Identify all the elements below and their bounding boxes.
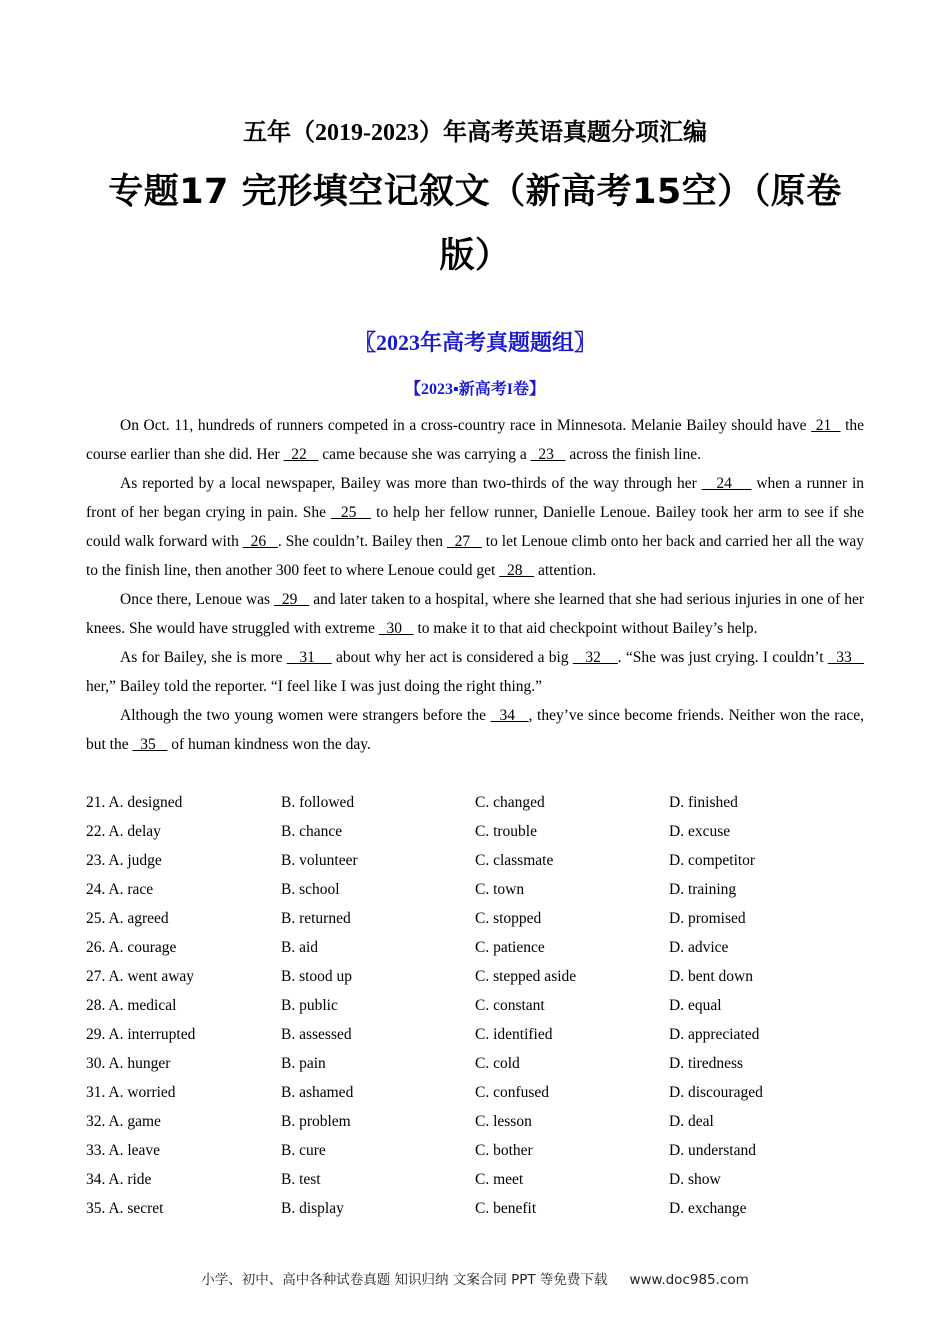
passage-text: As for Bailey, she is more: [120, 649, 287, 666]
option-choice[interactable]: 26. A. courage: [86, 939, 177, 956]
passage-paragraph: [86, 411, 864, 469]
passage-text: . She couldn’t. Bailey then: [277, 533, 447, 550]
passage-text: across the finish line.: [565, 446, 702, 463]
option-choice[interactable]: 21. A. designed: [86, 794, 183, 811]
option-row: [86, 1136, 864, 1165]
passage-text: to help her fellow runner, Danielle Lenoue. Bailey took her arm to see if she could walk forward with: [86, 504, 865, 550]
option-choice[interactable]: 28. A. medical: [86, 997, 177, 1014]
passage-text: the course earlier than she did. Her: [86, 417, 865, 463]
passage-text: came because she was carrying a: [318, 446, 531, 463]
footer-url: www.doc985.com: [629, 1272, 749, 1288]
option-choice[interactable]: 24. A. race: [86, 881, 154, 898]
answer-options: [86, 788, 864, 1223]
cloze-passage: [86, 411, 864, 759]
passage-paragraph: [86, 585, 864, 643]
option-choice[interactable]: C. benefit: [475, 1200, 537, 1217]
passage-text: and later taken to a hospital, where she learned that she had serious injuries in one of her knees. She would have struggled with extreme: [86, 591, 865, 637]
option-choice[interactable]: D. appreciated: [669, 1026, 760, 1043]
passage-paragraph: [86, 701, 864, 759]
option-choice[interactable]: D. exchange: [669, 1200, 747, 1217]
option-choice[interactable]: 33. A. leave: [86, 1142, 161, 1159]
option-choice[interactable]: D. equal: [669, 997, 722, 1014]
option-choice[interactable]: D. bent down: [669, 968, 753, 985]
option-choice[interactable]: 34. A. ride: [86, 1171, 152, 1188]
option-choice[interactable]: B. volunteer: [281, 852, 358, 869]
option-row: [86, 1020, 864, 1049]
option-choice[interactable]: C. identified: [475, 1026, 553, 1043]
option-row: [86, 933, 864, 962]
option-row: [86, 1165, 864, 1194]
option-choice[interactable]: C. bother: [475, 1142, 533, 1159]
option-row: [86, 904, 864, 933]
option-choice[interactable]: D. training: [669, 881, 737, 898]
blank-field[interactable]: 29: [274, 591, 310, 608]
option-choice[interactable]: C. confused: [475, 1084, 550, 1101]
exam-heading: 【2023▪新高考I卷】: [405, 381, 545, 398]
option-choice[interactable]: B. returned: [281, 910, 351, 927]
option-choice[interactable]: D. competitor: [669, 852, 756, 869]
option-choice[interactable]: D. show: [669, 1171, 721, 1188]
option-choice[interactable]: C. stopped: [475, 910, 542, 927]
blank-field[interactable]: 28: [499, 562, 535, 579]
blank-field[interactable]: 23: [530, 446, 566, 463]
option-choice[interactable]: 31. A. worried: [86, 1084, 176, 1101]
blank-field[interactable]: 30: [378, 620, 414, 637]
passage-text: attention.: [534, 562, 597, 579]
passage-text: her,” Bailey told the reporter. “I feel like I was just doing the right thing.”: [86, 678, 543, 695]
option-choice[interactable]: C. trouble: [475, 823, 537, 840]
option-row: [86, 1107, 864, 1136]
option-choice[interactable]: C. classmate: [475, 852, 554, 869]
option-choice[interactable]: 30. A. hunger: [86, 1055, 171, 1072]
option-choice[interactable]: D. discouraged: [669, 1084, 763, 1101]
group-heading: 〖2023年高考真题题组〗: [353, 330, 596, 355]
option-row: [86, 1194, 864, 1223]
option-choice[interactable]: B. stood up: [281, 968, 353, 985]
blank-field[interactable]: 26: [242, 533, 278, 550]
option-choice[interactable]: B. cure: [281, 1142, 326, 1159]
blank-field[interactable]: 21: [811, 417, 841, 434]
option-choice[interactable]: 25. A. agreed: [86, 910, 169, 927]
option-choice[interactable]: C. lesson: [475, 1113, 532, 1130]
footer-text: 小学、初中、高中各种试卷真题 知识归纳 文案合同 PPT 等免费下载: [201, 1272, 608, 1288]
option-choice[interactable]: B. test: [281, 1171, 321, 1188]
blank-field[interactable]: 35: [132, 736, 168, 753]
option-choice[interactable]: D. advice: [669, 939, 729, 956]
passage-text: . “She was just crying. I couldn’t: [617, 649, 828, 666]
option-choice[interactable]: D. deal: [669, 1113, 714, 1130]
option-choice[interactable]: D. finished: [669, 794, 738, 811]
passage-text: when a runner in front of her began crying in pain. She: [86, 475, 865, 521]
passage-paragraph: [86, 469, 864, 585]
option-row: [86, 817, 864, 846]
option-choice[interactable]: C. patience: [475, 939, 545, 956]
passage-text: On Oct. 11, hundreds of runners competed in a cross-country race in Minnesota. Melanie Bailey should have: [120, 417, 812, 434]
option-choice[interactable]: B. assessed: [281, 1026, 352, 1043]
option-choice[interactable]: 35. A. secret: [86, 1200, 164, 1217]
option-row: [86, 788, 864, 817]
option-row: [86, 991, 864, 1020]
document-title: 专题17 完形填空记叙文（新高考15空）（原卷版）: [108, 172, 842, 276]
option-choice[interactable]: D. excuse: [669, 823, 731, 840]
option-row: [86, 875, 864, 904]
option-choice[interactable]: 22. A. delay: [86, 823, 161, 840]
blank-field[interactable]: 33: [827, 649, 865, 666]
option-row: [86, 962, 864, 991]
option-row: [86, 846, 864, 875]
option-row: [86, 1049, 864, 1078]
passage-text: of human kindness won the day.: [167, 736, 371, 753]
page-footer: [0, 1268, 950, 1288]
option-row: [86, 1078, 864, 1107]
option-choice[interactable]: C. cold: [475, 1055, 520, 1072]
blank-field[interactable]: 25: [330, 504, 372, 521]
passage-text: As reported by a local newspaper, Bailey was more than two-thirds of the way through her: [120, 475, 702, 492]
option-choice[interactable]: C. town: [475, 881, 525, 898]
option-choice[interactable]: C. changed: [475, 794, 545, 811]
blank-field[interactable]: 27: [446, 533, 482, 550]
blank-field[interactable]: 32: [572, 649, 618, 666]
blank-field[interactable]: 22: [283, 446, 319, 463]
option-choice[interactable]: B. public: [281, 997, 338, 1014]
option-choice[interactable]: D. tiredness: [669, 1055, 744, 1072]
option-choice[interactable]: B. school: [281, 881, 340, 898]
option-choice[interactable]: D. promised: [669, 910, 746, 927]
document-subtitle: 五年（2019-2023）年高考英语真题分项汇编: [243, 120, 707, 146]
option-choice[interactable]: B. followed: [281, 794, 355, 811]
option-choice[interactable]: C. stepped aside: [475, 968, 577, 985]
option-choice[interactable]: B. chance: [281, 823, 343, 840]
option-choice[interactable]: B. display: [281, 1200, 344, 1217]
blank-field[interactable]: 24: [701, 475, 752, 492]
option-choice[interactable]: D. understand: [669, 1142, 756, 1159]
passage-text: , they’ve since become friends. Neither won the race, but the: [86, 707, 864, 753]
passage-paragraph: [86, 643, 864, 701]
option-choice[interactable]: 27. A. went away: [86, 968, 195, 985]
option-choice[interactable]: B. problem: [281, 1113, 351, 1130]
option-choice[interactable]: 32. A. game: [86, 1113, 161, 1130]
blank-field[interactable]: 34: [490, 707, 529, 724]
passage-text: to make it to that aid checkpoint without Bailey’s help.: [413, 620, 758, 637]
blank-field[interactable]: 31: [286, 649, 332, 666]
passage-text: about why her act is considered a big: [331, 649, 573, 666]
option-choice[interactable]: 29. A. interrupted: [86, 1026, 196, 1043]
option-choice[interactable]: C. constant: [475, 997, 545, 1014]
option-choice[interactable]: B. pain: [281, 1055, 326, 1072]
passage-text: Once there, Lenoue was: [120, 591, 274, 608]
option-choice[interactable]: 23. A. judge: [86, 852, 162, 869]
option-choice[interactable]: B. aid: [281, 939, 319, 956]
passage-text: Although the two young women were strangers before the: [120, 707, 491, 724]
option-choice[interactable]: C. meet: [475, 1171, 524, 1188]
option-choice[interactable]: B. ashamed: [281, 1084, 354, 1101]
passage-text: to let Lenoue climb onto her back and carried her all the way to the finish line, then another 300 feet to where Lenoue could get: [86, 533, 865, 579]
